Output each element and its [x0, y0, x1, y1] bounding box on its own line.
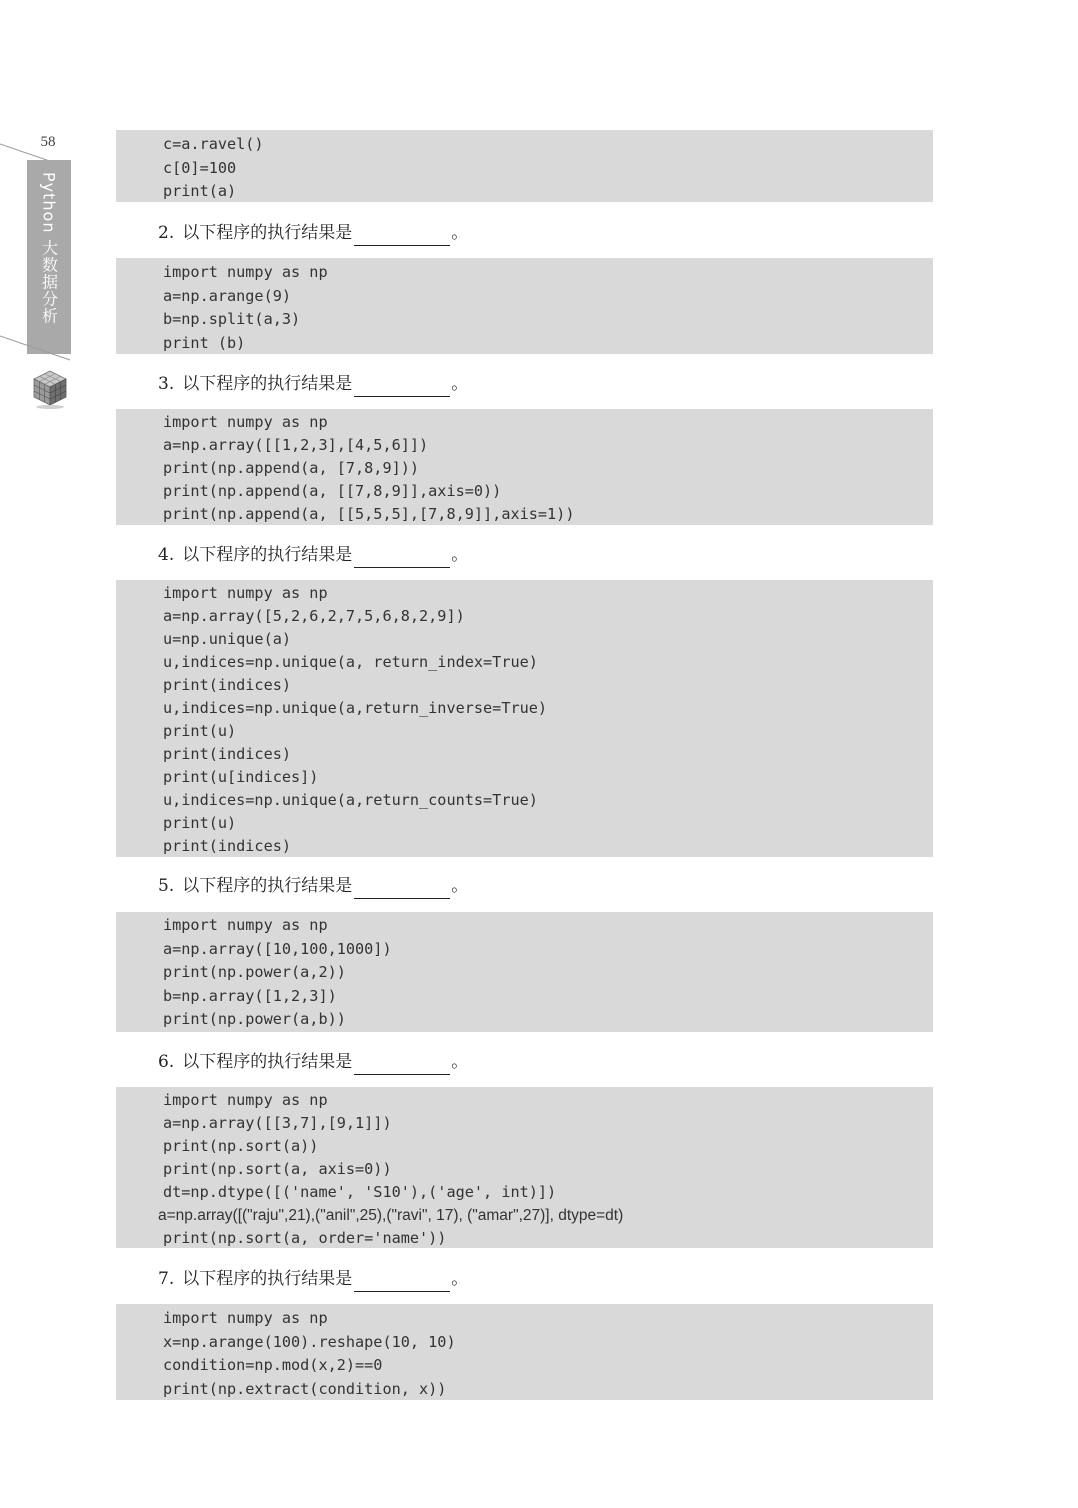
code-line: u,indices=np.unique(a, return_index=True) [163, 653, 538, 671]
code-line: a=np.arange(9) [163, 286, 292, 305]
code-line: u=np.unique(a) [163, 630, 292, 648]
question-text: 以下程序的执行结果是 [182, 1269, 353, 1289]
code-line: import numpy as np [163, 413, 328, 431]
code-block-7 [116, 1304, 933, 1400]
code-line: c[0]=100 [163, 158, 237, 177]
answer-blank [354, 878, 450, 899]
code-line: import numpy as np [163, 916, 328, 934]
question-text: 以下程序的执行结果是 [182, 223, 353, 243]
code-line: a=np.array([[3,7],[9,1]]) [163, 1114, 392, 1132]
code-line: import numpy as np [163, 584, 328, 602]
code-line: print(np.append(a, [7,8,9])) [163, 459, 420, 477]
code-line: print(np.append(a, [[5,5,5],[7,8,9]],axis=1)) [163, 505, 575, 523]
code-line: print(u) [163, 722, 237, 740]
question-5 [158, 873, 468, 899]
code-line: a=np.array([("raju",21),("anil",25),("ravi", 17), ("amar",27)], dtype=dt) [158, 1207, 624, 1224]
code-line: c=a.ravel() [163, 135, 264, 153]
question-text: 以下程序的执行结果是 [182, 545, 353, 565]
question-7 [158, 1266, 468, 1292]
code-line: print(np.sort(a, axis=0)) [163, 1160, 392, 1178]
question-3 [158, 371, 468, 397]
question-2 [158, 220, 468, 246]
code-line: import numpy as np [163, 263, 328, 281]
answer-blank [354, 376, 450, 397]
code-line: a=np.array([10,100,1000]) [163, 939, 392, 958]
answer-blank [354, 1271, 450, 1292]
question-end: 。 [451, 876, 469, 896]
question-number: 7. [158, 1269, 175, 1289]
code-block-1 [116, 130, 933, 202]
question-number: 5. [158, 876, 175, 896]
code-block-5 [116, 912, 933, 1032]
question-number: 4. [158, 545, 175, 565]
code-line: b=np.array([1,2,3]) [163, 986, 337, 1005]
question-end: 。 [451, 1269, 469, 1289]
cube-icon [30, 368, 70, 410]
question-number: 3. [158, 374, 175, 394]
answer-blank [354, 1054, 450, 1075]
code-line: a=np.array([5,2,6,2,7,5,6,8,2,9]) [163, 607, 465, 625]
code-line: print(np.sort(a)) [163, 1137, 319, 1155]
code-line: print(indices) [163, 676, 292, 694]
code-line: print(u[indices]) [163, 768, 319, 786]
code-line: print(indices) [163, 837, 292, 855]
code-line: print(indices) [163, 745, 292, 763]
code-block-4 [116, 580, 933, 857]
question-end: 。 [451, 374, 469, 394]
code-line: u,indices=np.unique(a,return_counts=True) [163, 791, 538, 809]
code-line: b=np.split(a,3) [163, 310, 301, 329]
code-line: import numpy as np [163, 1309, 328, 1327]
question-end: 。 [451, 545, 469, 565]
code-line: u,indices=np.unique(a,return_inverse=True) [163, 699, 548, 717]
code-line: print(a) [163, 182, 237, 201]
answer-blank [354, 225, 450, 246]
code-line: a=np.array([[1,2,3],[4,5,6]]) [163, 436, 429, 454]
code-line: print(np.power(a,2)) [163, 963, 346, 982]
page-number: 58 [40, 134, 56, 150]
code-line: print(np.append(a, [[7,8,9]],axis=0)) [163, 482, 502, 500]
question-6 [158, 1049, 468, 1075]
code-line: dt=np.dtype([('name', 'S10'),('age', int)]) [163, 1183, 557, 1201]
question-text: 以下程序的执行结果是 [182, 374, 353, 394]
question-4 [158, 542, 468, 568]
answer-blank [354, 547, 450, 568]
question-text: 以下程序的执行结果是 [182, 876, 353, 896]
question-text: 以下程序的执行结果是 [182, 1052, 353, 1072]
question-end: 。 [451, 1052, 469, 1072]
code-line: import numpy as np [163, 1091, 328, 1109]
code-line: condition=np.mod(x,2)==0 [163, 1356, 383, 1375]
code-line: print(u) [163, 814, 237, 832]
question-number: 6. [158, 1052, 175, 1072]
question-end: 。 [451, 223, 469, 243]
code-line: x=np.arange(100).reshape(10, 10) [163, 1332, 456, 1351]
code-line: print (b) [163, 333, 246, 352]
margin-rule-bottom [0, 334, 80, 364]
book-title: Python 大数据分析 [39, 172, 59, 325]
code-line: print(np.extract(condition, x)) [163, 1379, 447, 1398]
code-line: print(np.power(a,b)) [163, 1010, 346, 1029]
code-line: print(np.sort(a, order='name')) [163, 1229, 447, 1247]
code-block-6 [116, 1087, 933, 1248]
code-block-3 [116, 409, 933, 525]
code-block-2 [116, 258, 933, 354]
question-number: 2. [158, 223, 175, 243]
